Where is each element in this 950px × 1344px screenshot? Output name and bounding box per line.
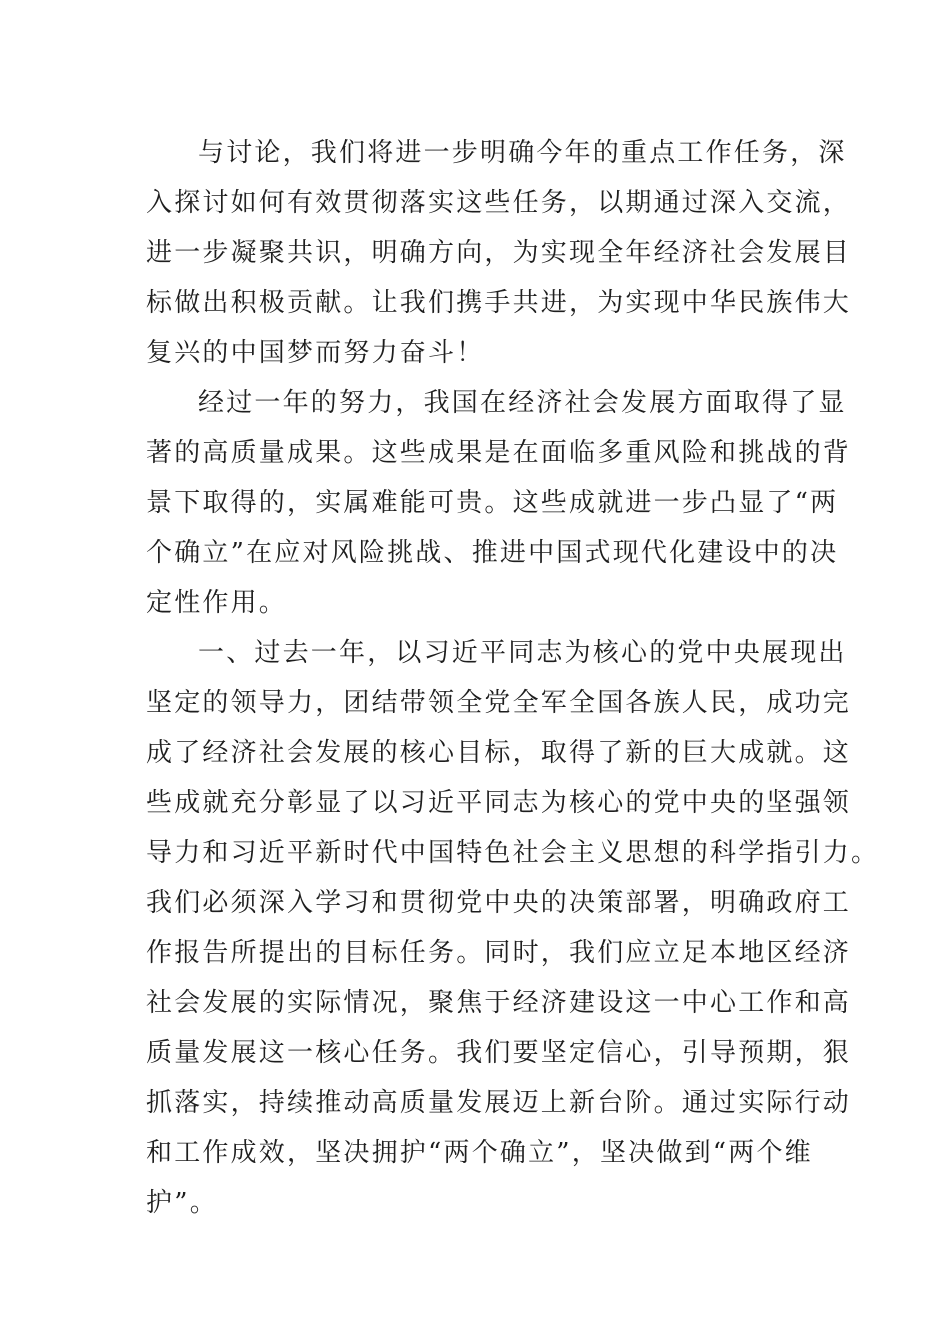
paragraph-line: 成了经济社会发展的核心目标，取得了新的巨大成就。这 [146,738,852,768]
paragraph-line: 复兴的中国梦而努力奋斗！ [146,338,485,368]
document-body [146,128,880,1228]
paragraph-line: 我们必须深入学习和贯彻党中央的决策部署，明确政府工 [146,888,852,918]
paragraph-line: 坚定的领导力，团结带领全党全军全国各族人民，成功完 [146,688,852,718]
paragraph-line: 导力和习近平新时代中国特色社会主义思想的科学指引力。 [146,838,880,868]
paragraph-line: 标做出积极贡献。让我们携手共进，为实现中华民族伟大 [146,288,852,318]
paragraph-closing [146,128,852,378]
paragraph-line: 质量发展这一核心任务。我们要坚定信心，引导预期，狠 [146,1038,852,1068]
paragraph-line: 著的高质量成果。这些成果是在面临多重风险和挑战的背 [146,438,852,468]
paragraph-line: 护”。 [146,1188,218,1218]
paragraph-achievements [146,378,852,628]
paragraph-line: 与讨论，我们将进一步明确今年的重点工作任务，深 [198,138,847,168]
paragraph-line: 社会发展的实际情况，聚焦于经济建设这一中心工作和高 [146,988,852,1018]
paragraph-line: 和工作成效，坚决拥护“两个确立”，坚决做到“两个维 [146,1138,813,1168]
paragraph-line: 些成就充分彰显了以习近平同志为核心的党中央的坚强领 [146,788,852,818]
paragraph-line: 入探讨如何有效贯彻落实这些任务，以期通过深入交流， [146,188,852,218]
paragraph-line: 定性作用。 [146,588,288,618]
paragraph-line: 抓落实，持续推动高质量发展迈上新台阶。通过实际行动 [146,1088,852,1118]
paragraph-line: 经过一年的努力，我国在经济社会发展方面取得了显 [198,388,847,418]
paragraph-line: 作报告所提出的目标任务。同时，我们应立足本地区经济 [146,938,852,968]
paragraph-section-one [146,628,880,1228]
paragraph-line: 进一步凝聚共识，明确方向，为实现全年经济社会发展目 [146,238,852,268]
paragraph-line: 景下取得的，实属难能可贵。这些成就进一步凸显了“两 [146,488,839,518]
paragraph-line: 一、过去一年，以习近平同志为核心的党中央展现出 [198,638,847,668]
paragraph-line: 个确立”在应对风险挑战、推进中国式现代化建设中的决 [146,538,839,568]
